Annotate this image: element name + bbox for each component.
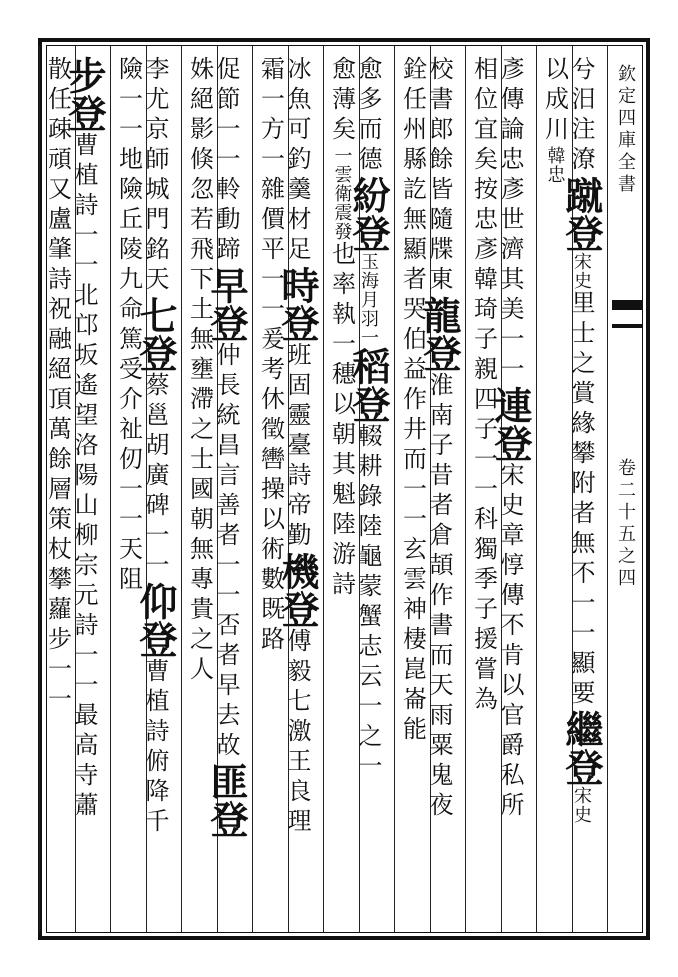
body-text: 姝絕影倏忽若飛 — [185, 56, 214, 266]
headword: 時登 — [275, 266, 320, 342]
body-text: 霜一方一雜價平 — [256, 56, 285, 266]
headword: 連登 — [488, 386, 533, 462]
column-rule — [181, 46, 182, 932]
body-text: 愈多而德 — [354, 56, 382, 176]
annotation-text: 韓忠 — [544, 146, 566, 184]
headword: 仰登 — [133, 582, 178, 658]
body-text: 愈薄矣 — [327, 56, 356, 146]
body-text: 淮南子昔者倉頡作書而天雨粟鬼夜 — [425, 372, 453, 822]
headword: 匪登 — [204, 762, 249, 838]
body-text: 兮汨注潦 — [567, 56, 595, 176]
fishtail-mark-lower — [612, 324, 642, 328]
body-text: 哭伯益作井而一一玄雲神棲崑崙能 — [398, 296, 427, 746]
text-column — [467, 56, 499, 926]
text-column — [559, 56, 606, 926]
body-text: 以成川 — [540, 56, 569, 146]
text-column — [396, 56, 428, 926]
headword: 紛登 — [346, 176, 391, 252]
column-rule — [110, 46, 111, 932]
annotation-text: 玉海月羽一 — [358, 252, 379, 347]
body-text: 校書郎餘皆隨牒東 — [425, 56, 453, 296]
text-column — [254, 56, 286, 926]
body-text: 仲長統昌言善者一一否者早去故 — [212, 342, 240, 762]
column-rule — [39, 46, 40, 932]
body-text: 李尤京師城門銘天 — [141, 56, 169, 296]
headword: 早登 — [204, 266, 249, 342]
column-rule — [465, 46, 466, 932]
body-text: 促節一一軨動蹄 — [212, 56, 240, 266]
margin-chapter-label: 卷二十五之四 — [615, 458, 636, 590]
body-text: 也率執一穗以朝其魁陸游詩 — [327, 241, 356, 601]
body-text: 銓任州縣訖無顯者 — [398, 56, 427, 296]
text-column — [417, 56, 464, 926]
column-rule — [252, 46, 253, 932]
annotation-text: 宋史 — [571, 252, 592, 290]
body-text: 蔡邕胡廣碑一一 — [141, 372, 169, 582]
body-text: 班固靈臺詩帝勤 — [283, 342, 311, 552]
body-text: 散任疎頑又盧肇詩祝融絕頂萬餘層策杖攀蘿步一一 — [43, 56, 72, 716]
text-column — [62, 56, 109, 926]
column-rule — [394, 46, 395, 932]
headword: 機登 — [275, 552, 320, 628]
body-text: 險一一地險丘陵 — [114, 56, 143, 266]
body-text: 相位宜矣按忠彥韓琦子 — [469, 56, 498, 356]
headword: 步登 — [62, 56, 107, 132]
body-text: 九命篤受介祉 — [114, 266, 143, 446]
annotation-text: 宋史 — [571, 786, 592, 824]
column-rule — [607, 46, 608, 932]
headword: 龍登 — [417, 296, 462, 372]
body-text: 一一爰考休徵 — [256, 266, 285, 446]
body-text: 宋史章惇傳不肯以官爵私所 — [496, 462, 524, 822]
text-column — [488, 56, 535, 926]
margin-book-title: 欽定四庫全書 — [615, 64, 636, 196]
text-column — [204, 56, 251, 926]
body-text: 下土無壅滯之士國朝無專貴之人 — [185, 266, 214, 686]
body-text: 仞一一天阻 — [114, 446, 143, 596]
text-column — [325, 56, 357, 926]
headword: 稻登 — [346, 347, 391, 423]
text-column — [346, 56, 393, 926]
body-text: 輟耕錄陸龜蒙蟹志云一之一 — [354, 423, 382, 783]
center-margin-band — [610, 46, 642, 932]
body-text: 彥傳論忠彥世濟其美一一 — [496, 56, 524, 386]
headword: 七登 — [133, 296, 178, 372]
column-rule — [323, 46, 324, 932]
body-text: 冰魚可釣羹材足 — [283, 56, 311, 266]
body-text: 傅毅七激王良理 — [283, 628, 311, 838]
text-column — [133, 56, 180, 926]
body-text: 里士之賞緣攀附者無不一一顯要 — [567, 290, 595, 710]
annotation-text: 一雲衛震發 — [331, 146, 353, 241]
text-column — [538, 56, 570, 926]
fishtail-mark-upper — [612, 300, 642, 310]
headword: 繼登 — [559, 710, 604, 786]
body-text: 曹植詩一一北邙坂遙望洛陽山柳宗元詩一一最高寺蕭 — [70, 132, 98, 822]
body-text: 轡操以術數既路 — [256, 446, 285, 656]
text-column — [112, 56, 144, 926]
text-column — [41, 56, 73, 926]
body-text: 曹植詩俯降千 — [141, 658, 169, 838]
body-text: 親四子一一科獨季子援嘗為 — [469, 356, 498, 716]
text-column — [275, 56, 322, 926]
headword: 蹴登 — [559, 176, 604, 252]
text-column — [183, 56, 215, 926]
column-rule — [536, 46, 537, 932]
